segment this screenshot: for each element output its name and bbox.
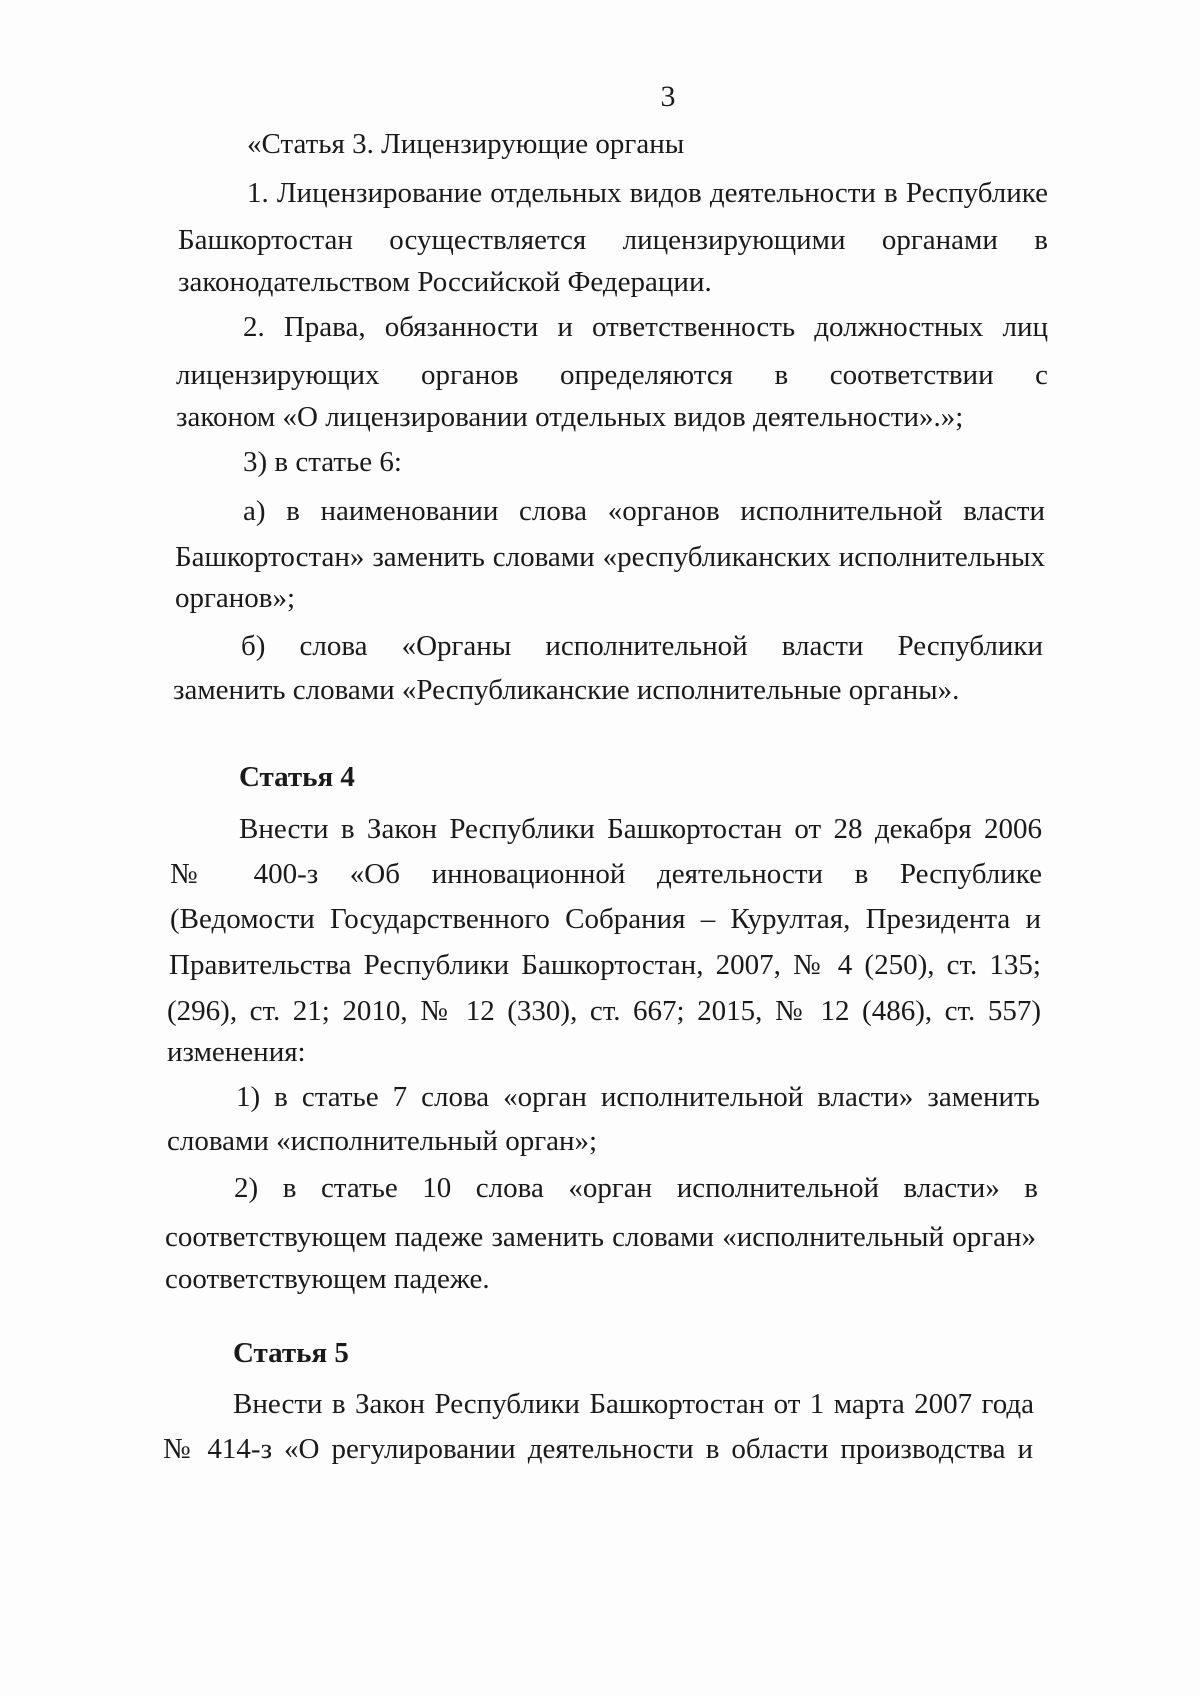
p1-line-2: Башкортостан осуществляется лицензирующими органами в bbox=[178, 224, 1048, 256]
a4-item2-line-2: соответствующем падеже заменить словами «исполнительный орган» bbox=[165, 1221, 1036, 1253]
item-word: 1) bbox=[236, 1081, 261, 1113]
a5-line-1: Внести в Закон Республики Башкортостан от 1 марта 2007 года bbox=[233, 1388, 1034, 1420]
a4-item2-line-1 bbox=[234, 1172, 1038, 1205]
item-word: «орган bbox=[503, 1081, 587, 1113]
a4-line-1: Внести в Закон Республики Башкортостан от 28 декабря 2006 bbox=[239, 813, 1042, 845]
p2-line-3: законом «О лицензировании отдельных видов деятельности».»; bbox=[176, 401, 964, 433]
p2-line-1 bbox=[243, 311, 1048, 344]
article5-heading: Статья 5 bbox=[233, 1337, 349, 1369]
p2-word: обязанности bbox=[384, 311, 539, 343]
item-word: в bbox=[282, 1172, 297, 1204]
p1-line-1: 1. Лицензирование отдельных видов деятельности в Республике bbox=[247, 177, 1048, 209]
pb-line-1: б) слова «Органы исполнительной власти Республики bbox=[241, 630, 1043, 662]
article4-heading: Статья 4 bbox=[239, 761, 355, 793]
pa-line-2: Башкортостан» заменить словами «республиканских исполнительных bbox=[175, 541, 1045, 573]
pa-line-1: а) в наименовании слова «органов исполнительной власти bbox=[243, 495, 1045, 527]
a4-line-5: (296), ст. 21; 2010, № 12 (330), ст. 667; 2015, № 12 (486), ст. 557) bbox=[167, 995, 1041, 1027]
page-number: 3 bbox=[660, 80, 676, 113]
item-word: статье bbox=[320, 1172, 398, 1204]
item-word: заменить bbox=[927, 1081, 1040, 1113]
a4-item2-line-3: соответствующем падеже. bbox=[165, 1263, 490, 1295]
article3-title: «Статья 3. Лицензирующие органы bbox=[247, 128, 685, 160]
p2-line-2: лицензирующих органов определяются в соответствии с bbox=[176, 359, 1048, 391]
a4-line-3: (Ведомости Государственного Собрания – Курултая, Президента и bbox=[170, 903, 1041, 935]
item-word: в bbox=[1024, 1172, 1038, 1204]
item-word: власти» bbox=[817, 1081, 914, 1113]
p1-line-3: законодательством Российской Федерации. bbox=[178, 266, 712, 298]
a4-line-6: изменения: bbox=[167, 1036, 306, 1068]
item-word: в bbox=[274, 1081, 288, 1113]
item-word: слова bbox=[421, 1081, 490, 1113]
a5-line-2: № 414-з «О регулировании деятельности в области производства и bbox=[163, 1433, 1033, 1465]
item-word: исполнительной bbox=[676, 1172, 880, 1204]
item-word: исполнительной bbox=[600, 1081, 804, 1113]
item-word: 2) bbox=[234, 1172, 259, 1204]
a4-line-4: Правительства Республики Башкортостан, 2007, № 4 (250), ст. 135; bbox=[169, 949, 1041, 981]
p2-word: Права, bbox=[283, 311, 366, 343]
a4-line-2: № 400-з «Об инновационной деятельности в Республике bbox=[170, 858, 1042, 890]
a4-item1-line-2: словами «исполнительный орган»; bbox=[167, 1125, 598, 1157]
pa-line-3: органов»; bbox=[175, 582, 296, 614]
p2-word: 2. bbox=[243, 311, 265, 343]
item-word: 7 bbox=[392, 1081, 408, 1113]
p2-word: лиц bbox=[1002, 311, 1048, 343]
p3-line: 3) в статье 6: bbox=[243, 446, 402, 478]
a4-item1-line-1 bbox=[236, 1081, 1040, 1114]
p2-word: должностных bbox=[814, 311, 984, 343]
item-word: «орган bbox=[568, 1172, 653, 1204]
item-word: статье bbox=[301, 1081, 379, 1113]
p2-word: ответственность bbox=[591, 311, 796, 343]
item-word: слова bbox=[475, 1172, 544, 1204]
item-word: власти» bbox=[903, 1172, 1000, 1204]
pb-line-2: заменить словами «Республиканские исполнительные органы». bbox=[173, 674, 960, 706]
item-word: 10 bbox=[422, 1172, 452, 1204]
p2-word: и bbox=[557, 311, 573, 343]
